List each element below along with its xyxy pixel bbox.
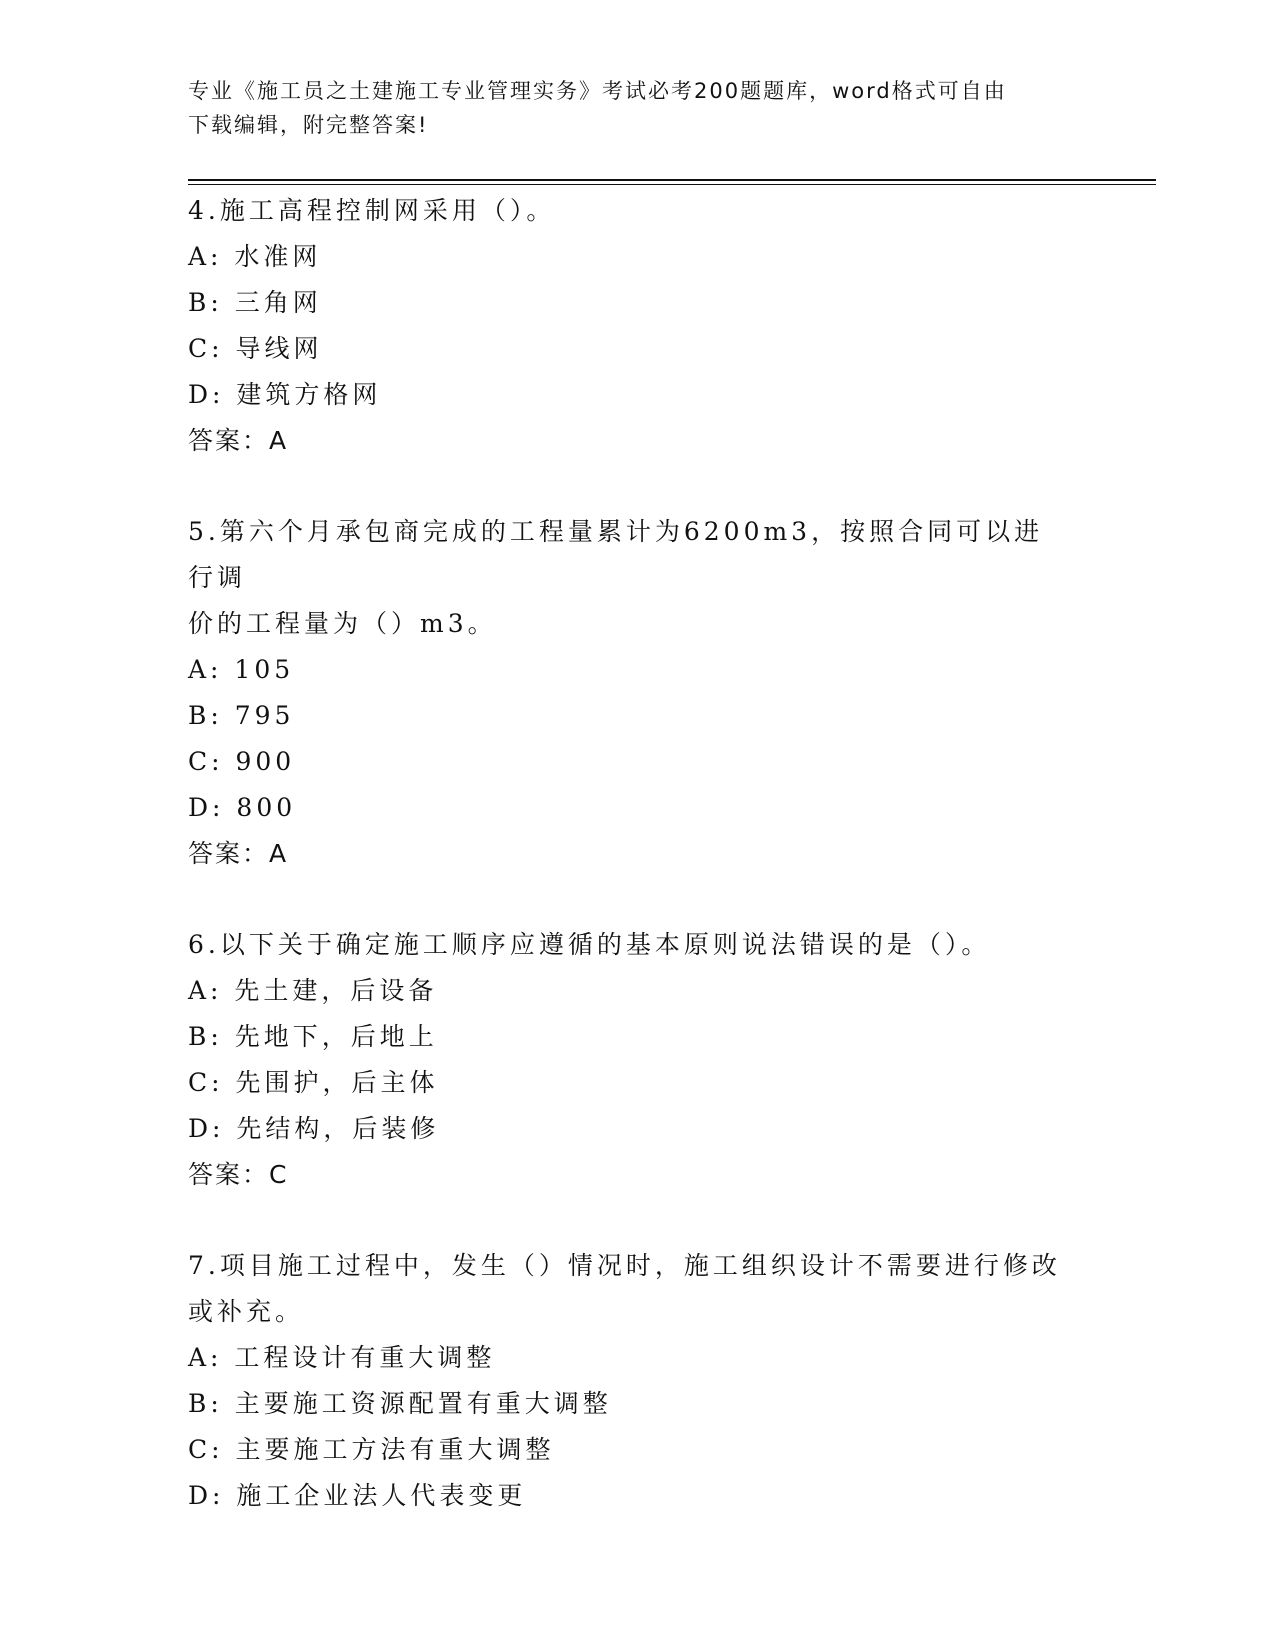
question-5	[188, 509, 1068, 877]
option-d: D: 先结构，后装修	[188, 1114, 440, 1143]
option-b: B: 三角网	[188, 288, 322, 317]
question-6	[188, 922, 1068, 1198]
option-b: B: 先地下，后地上	[188, 1022, 438, 1051]
answer: 答案：A	[188, 426, 289, 455]
header-rule-thin	[188, 184, 1156, 185]
header-rule-thick	[188, 179, 1156, 181]
answer: 答案：C	[188, 1160, 289, 1189]
question-text: 4.施工高程控制网采用（）。	[188, 196, 556, 225]
header-line-2: 下载编辑，附完整答案!	[188, 113, 429, 137]
option-c: C: 900	[188, 747, 296, 776]
question-text-line-1: 7.项目施工过程中，发生（）情况时，施工组织设计不需要进行修改	[188, 1251, 1061, 1280]
question-text-line-1: 5.第六个月承包商完成的工程量累计为6200m3，按照合同可以进行调	[188, 517, 1044, 592]
question-4	[188, 188, 1068, 464]
question-list	[188, 188, 1068, 1519]
option-a: A: 工程设计有重大调整	[188, 1343, 496, 1372]
option-d: D: 建筑方格网	[188, 380, 382, 409]
option-b: B: 主要施工资源配置有重大调整	[188, 1389, 612, 1418]
option-b: B: 795	[188, 701, 295, 730]
question-text-line-2: 价的工程量为（）m3。	[188, 609, 497, 638]
option-c: C: 先围护，后主体	[188, 1068, 439, 1097]
answer: 答案：A	[188, 839, 289, 868]
question-text: 6.以下关于确定施工顺序应遵循的基本原则说法错误的是（）。	[188, 930, 991, 959]
question-text-line-2: 或补充。	[188, 1297, 305, 1326]
option-c: C: 导线网	[188, 334, 323, 363]
question-7	[188, 1243, 1068, 1519]
option-a: A: 水准网	[188, 242, 322, 271]
header-line-1: 专业《施工员之土建施工专业管理实务》考试必考200题题库，word格式可自由	[188, 79, 1007, 103]
document-header	[188, 74, 1068, 142]
option-a: A: 105	[188, 655, 295, 684]
option-d: D: 800	[188, 793, 297, 822]
option-a: A: 先土建，后设备	[188, 976, 438, 1005]
option-c: C: 主要施工方法有重大调整	[188, 1435, 555, 1464]
option-d: D: 施工企业法人代表变更	[188, 1481, 527, 1510]
